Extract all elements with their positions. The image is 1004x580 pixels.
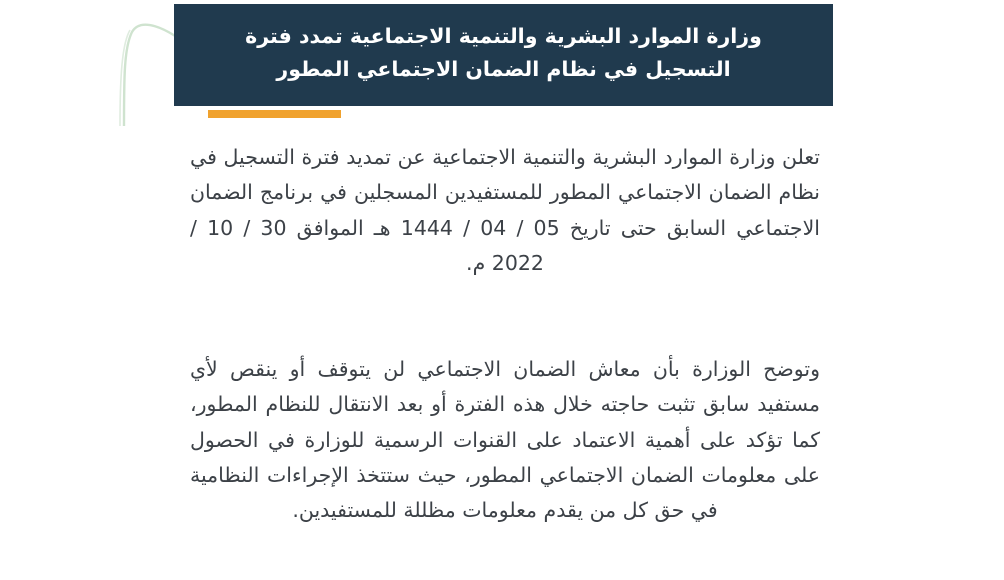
- paragraph-1: تعلن وزارة الموارد البشرية والتنمية الاجتماعية عن تمديد فترة التسجيل في نظام الضمان الاجتماعي المطور للمستفيدين المسجلين في برنامج الضمان الاجتماعي السابق حتى تاريخ 05 / 04 / 1444 هـ الموافق 30 / 10 / 2022 م.: [190, 145, 820, 275]
- page-title: وزارة الموارد البشرية والتنمية الاجتماعية تمدد فترة التسجيل في نظام الضمان الاجتماعي المطور: [245, 23, 762, 81]
- accent-bar: [208, 110, 341, 118]
- bottom-crop-edge: [0, 574, 1004, 580]
- header-banner: [174, 4, 833, 106]
- paragraph-2: وتوضح الوزارة بأن معاش الضمان الاجتماعي لن يتوقف أو ينقص لأي مستفيد سابق تثبت حاجته خلال هذه الفترة أو بعد الانتقال للنظام المطور، كما تؤكد على أهمية الاعتماد على القنوات الرسمية للوزارة في الحصول على معلومات الضمان الاجتماعي المطور، حيث ستتخذ الإجراءات النظامية في حق كل من يقدم معلومات مظللة للمستفيدين.: [190, 357, 820, 522]
